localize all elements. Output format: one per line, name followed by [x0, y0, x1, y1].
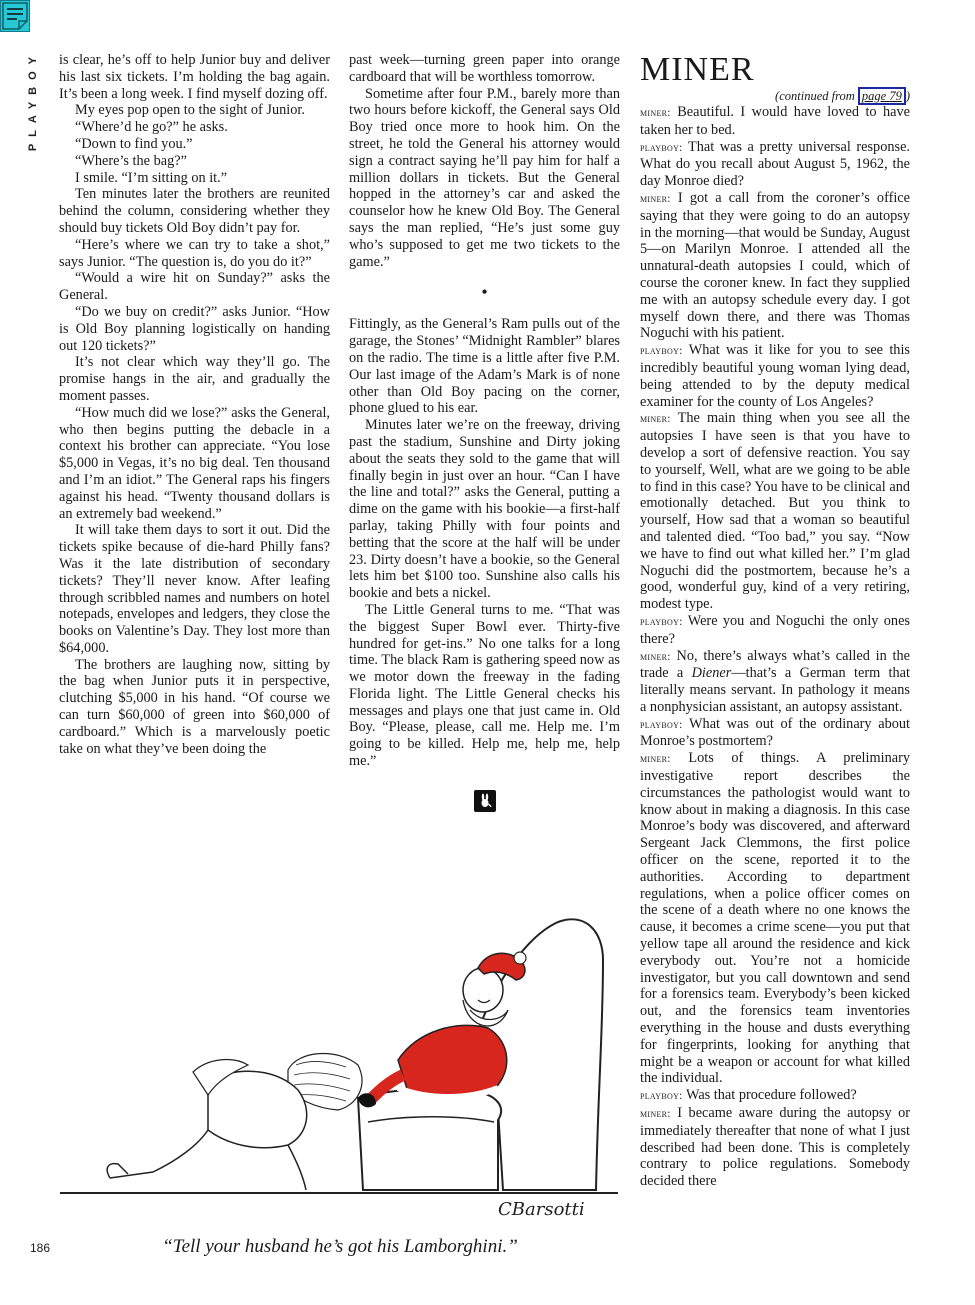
speaker-text: I got a call from the coroner’s office saying that they were going to do an autopsy in the morning—that would be Sunday, August 5—on Marilyn Monroe. I attended all the unnatural-death autopsies I could, which of course the coroner knew. In fact they supplied me with an autopsy schedule every day. I got myself down there, and there was Thomas Noguchi with his patient.	[640, 189, 910, 342]
speaker-label: playboy:	[640, 345, 683, 358]
paragraph: I smile. “I’m sitting on it.”	[75, 169, 228, 186]
paragraph: past week—turning green paper into orange cardboard that will be worthless tomorrow.	[349, 52, 620, 85]
magazine-name-vertical: PLAYBOY	[27, 50, 39, 152]
santa-face	[463, 968, 503, 1012]
paragraph: It will take them days to sort it out. Did the tickets spike because of die-hard Philly fans? Was it the late distribution of secondary tickets? They’ll never know. After leafing through scribbled names and numbers on hotel notepads, envelopes and ledgers, they close the books on Valentine’s Day. They lost more than $64,000.	[59, 522, 330, 656]
speaker-text: No, there’s always what’s called in the trade a	[640, 647, 910, 682]
interview-paragraph	[640, 139, 910, 190]
paragraph: It’s not clear which way they’ll go. The promise hangs in the air, and gradually the moment passes.	[59, 354, 330, 404]
interview-paragraph	[640, 1105, 910, 1190]
speaker-label: playboy:	[640, 718, 683, 731]
cartoon-illustration	[58, 860, 628, 1230]
interview-title: MINER	[640, 51, 755, 88]
paragraph: “Would a wire hit on Sunday?” asks the General.	[59, 270, 330, 304]
speaker-text: —that’s a German term that literally means servant. In pathology it means a nonphysician assistant, an autopsy assistant.	[640, 665, 910, 715]
speaker-label: playboy:	[640, 615, 683, 628]
page-number: 186	[30, 1241, 51, 1255]
interview-entries	[640, 104, 910, 1190]
italic-term: Diener	[691, 665, 732, 682]
continued-prefix: (continued from	[775, 89, 858, 103]
woman-arm	[288, 1145, 306, 1190]
armchair-arm	[358, 1089, 501, 1190]
cartoon-signature: CBarsotti	[498, 1199, 585, 1220]
speaker-label: playboy:	[640, 141, 683, 154]
paragraph: “Where’d he go?” he asks.	[75, 119, 228, 136]
speaker-text: That was a pretty universal response. What do you recall about August 5, 1962, the day Monroe died?	[640, 138, 910, 190]
cartoon-caption: “Tell your husband he’s got his Lamborghini.”	[162, 1236, 518, 1257]
interview-column	[640, 52, 910, 1190]
speaker-label: playboy:	[640, 1090, 683, 1103]
speaker-label: miner:	[640, 413, 671, 426]
interview-paragraph	[640, 648, 910, 716]
speaker-text: Lots of things. A preliminary investigative report describes the circumstances the pathologist would want to know about in making a diagnosis. In this case Monroe’s body was discovered, and afterward Sergeant Jack Clemmons, the first police officer on the scene, reported it to the authorities. According to department regulations, when a police officer comes on the scene of a death where no one knows the cause, it becomes a crime scene—you put that yellow tape all around the residence and kick everybody out. You’re not a homicide investigator, but you call downtown and send for a forensics team. Everybody’s been kicked out, and the forensics team inventories everything in the house and dusts everything for fingerprints, looking for anything that might be a weapon or account for what killed the individual.	[640, 750, 910, 1087]
santa-body	[398, 1025, 507, 1097]
interview-paragraph	[640, 613, 910, 648]
section-separator-dot: •	[481, 282, 488, 303]
speaker-label: miner:	[640, 192, 671, 205]
speaker-text: What was it like for you to see this incredibly beautiful young woman lying dead, being attended to by the deputy medical examiner for the county of Los Angeles?	[640, 342, 910, 410]
paragraph: The Little General turns to me. “That was the biggest Super Bowl ever. Thirty-five hundred for get-ins.” No one talks for a long time. The black Ram is gathering speed now as we motor down the freeway in the fading Florida light. The Little General checks his messages and plays one that just came in. Old Boy. “Please, please, call me. Help me. I’m going to be killed. Help me, help me, help me.”	[349, 601, 620, 770]
paragraph: “Down to find you.”	[75, 135, 193, 152]
paragraph: “Here’s where we can try to take a shot,” says Junior. “The question is, do you do it?”	[59, 236, 330, 270]
speaker-label: miner:	[640, 107, 671, 119]
end-mark-bunny-icon	[474, 790, 496, 812]
continued-suffix: )	[905, 89, 910, 103]
paragraph: My eyes pop open to the sight of Junior.	[75, 102, 305, 119]
speaker-text: I became aware during the autopsy or immediately thereafter that none of what I just described had been done. This is completely contrary to police regulations. Somebody decided there	[640, 1105, 910, 1190]
interview-paragraph	[640, 342, 910, 410]
continued-from-line	[640, 88, 910, 104]
speaker-text: Were you and Noguchi the only ones there?	[640, 612, 910, 647]
paragraph: Fittingly, as the General’s Ram pulls out of the garage, the Stones’ “Midnight Rambler” blares on the radio. The time is a little after five P.M. Our last image of the Adam’s Mark is of none other than Old Boy pacing on the corner, phone glued to his ear.	[349, 316, 620, 417]
interview-paragraph	[640, 1087, 910, 1105]
speaker-label: miner:	[640, 753, 671, 766]
paragraph: Sometime after four P.M., barely more than two hours before kickoff, the General says Old Boy tried once more to hook him. On the street, he told the General his attorney would sign a contract saying he’ll pay him for half a million dollars in tickets. But the General hopped in the attorney’s car and asked the counselor how he knew Old Boy. The General says the man replied, “He’s just some guy who’s supposed to get me two tickets to the game.”	[349, 85, 620, 270]
article-column-2	[349, 52, 620, 812]
page-79-link[interactable]: page 79	[858, 87, 906, 105]
column-2-top-text	[349, 52, 620, 270]
speaker-text: Was that procedure followed?	[682, 1087, 857, 1104]
note-icon[interactable]	[0, 0, 30, 32]
interview-paragraph	[640, 716, 910, 751]
speaker-label: miner:	[640, 1108, 671, 1121]
interview-paragraph	[640, 410, 910, 613]
article-column-1	[59, 52, 330, 757]
paragraph: “Do we buy on credit?” asks Junior. “How is Old Boy planning logistically on handing out 120 tickets?”	[59, 303, 330, 354]
paragraph: Ten minutes later the brothers are reunited behind the column, considering whether they should buy tickets Old Boy didn’t pay for.	[59, 186, 330, 236]
column-2-bottom-text	[349, 316, 620, 770]
speaker-text: What was out of the ordinary about Monroe’s postmortem?	[640, 715, 910, 750]
speaker-label: miner:	[640, 650, 671, 663]
paragraph: “Where’s the bag?”	[75, 152, 187, 169]
speaker-text: The main thing when you see all the autopsies I have seen is that you have to develop a sort of defensive reaction. You say to yourself, Well, what are we going to be able to find in this case? You have to be clinical and emotionally detached. But you think to yourself, How sad that a woman so beautiful and talented died. “Too bad,” you say. “Now we have to find out what killed her.” I’m glad Noguchi did the postmortem, because he’s a good, wonderful guy, kind of a very retiring, modest type.	[640, 410, 910, 613]
paragraph: Minutes later we’re on the freeway, driving past the stadium, Sunshine and Dirty joking about the seats they sold to the game that will finally begin in just over an hour. “Can I have the line and total?” asks the General, putting a dime on the game with his bookie—a first-half parlay, taking Philly with four points and betting that the score at the half will be under 23. Dirty doesn’t have a bookie, so the General lets him bet $100 too. Sunshine also calls his bookie and bets a nickel.	[349, 417, 620, 602]
santa-hat-pompom	[514, 952, 526, 964]
paragraph: The brothers are laughing now, sitting by the bag when Junior puts it in perspective, clutching $5,000 in his hand. “Of course we can turn $60,000 of green into $60,000 of cardboard.” Which is a marvelously poetic take on what they’ve been doing the	[59, 656, 330, 757]
interview-paragraph	[640, 750, 910, 1087]
speaker-text: Beautiful. I would have loved to have taken her to bed.	[640, 104, 910, 138]
paragraph: is clear, he’s off to help Junior buy and deliver his last six tickets. I’m holding the bag again. It’s been a long week. I find myself dozing off.	[59, 52, 330, 102]
paragraph: “How much did we lose?” asks the General, who then begins putting the debacle in a context his brother can appreciate. “You lose $5,000 in Vegas, it’s no big deal. Ten thousand and I’m an idiot.” The General raps his fingers against his head. “Twenty thousand dollars is an extremely bad weekend.”	[59, 404, 330, 522]
interview-paragraph	[640, 104, 910, 139]
interview-paragraph	[640, 190, 910, 342]
